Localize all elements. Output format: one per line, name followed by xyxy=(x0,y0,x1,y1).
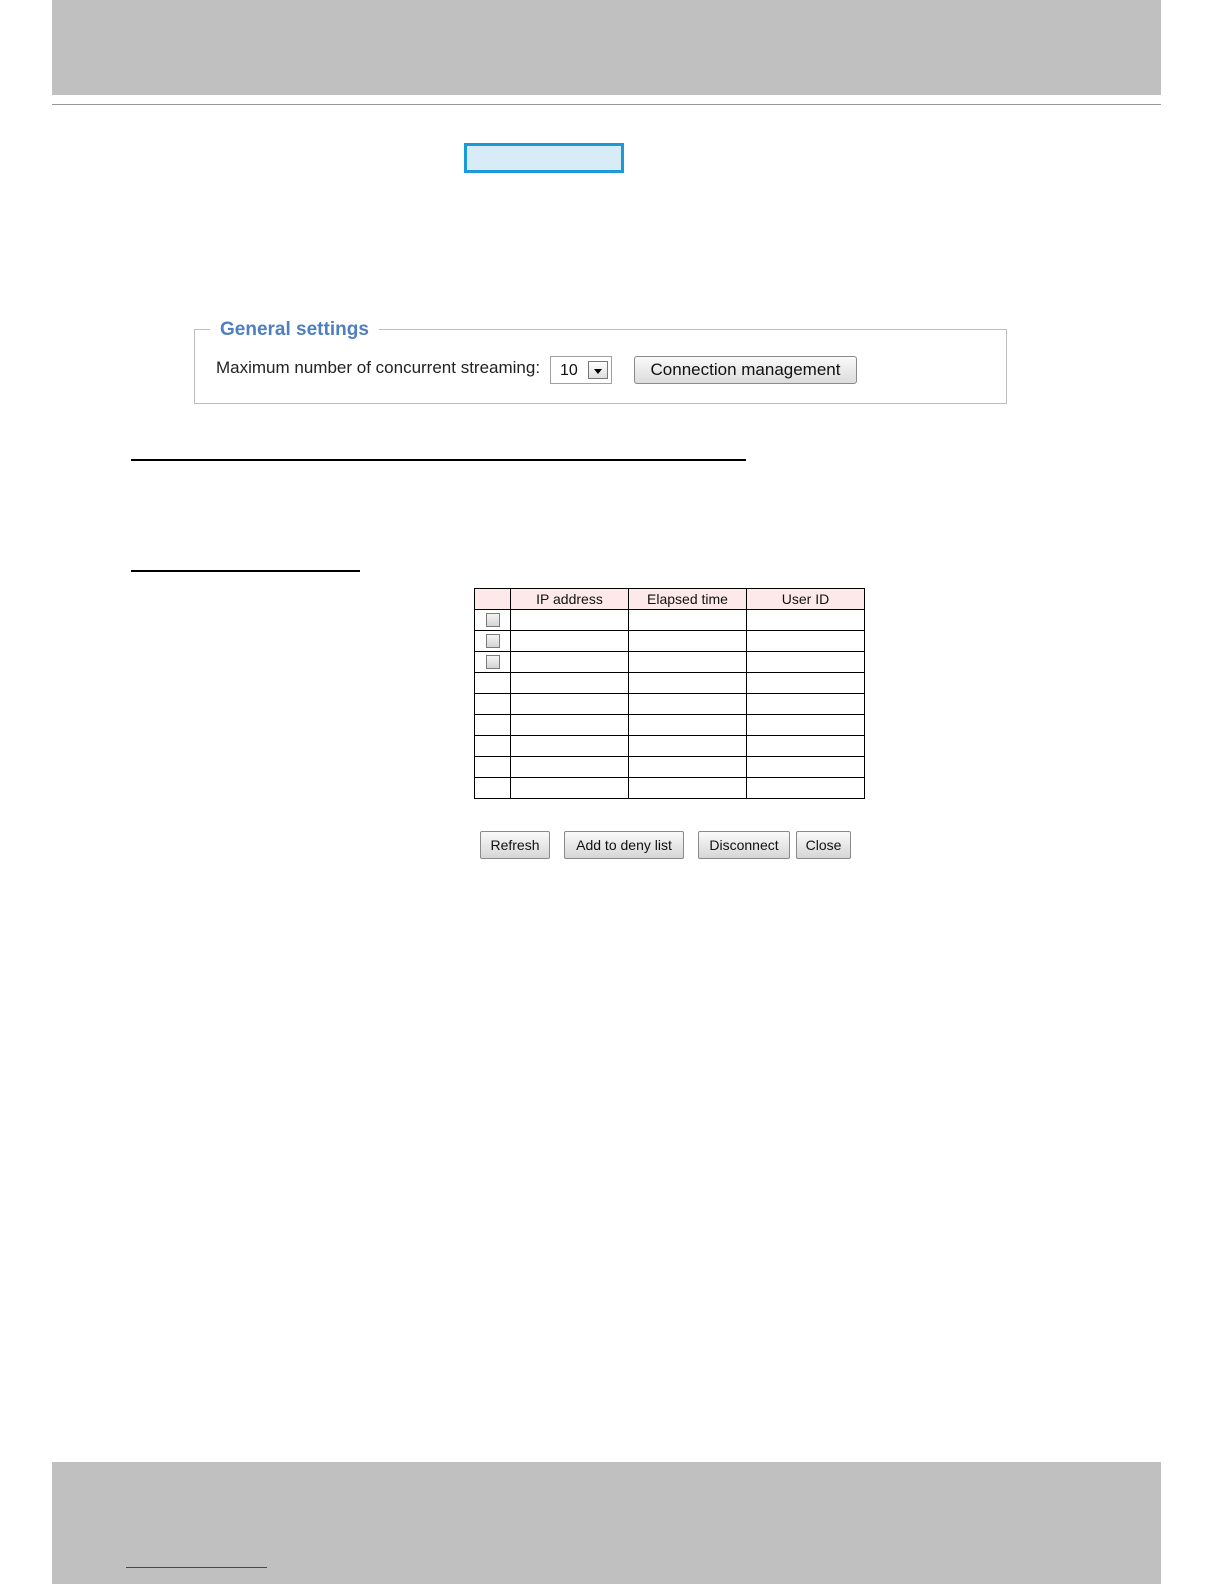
user-id-cell xyxy=(747,631,865,652)
elapsed-time-cell xyxy=(629,631,747,652)
select-cell xyxy=(475,694,511,715)
add-to-deny-list-button[interactable]: Add to deny list xyxy=(564,831,684,859)
highlighted-button-placeholder xyxy=(464,143,624,173)
select-cell xyxy=(475,757,511,778)
ip-address-cell xyxy=(511,673,629,694)
ip-address-cell xyxy=(511,736,629,757)
elapsed-time-cell xyxy=(629,652,747,673)
ip-address-cell xyxy=(511,610,629,631)
table-row xyxy=(475,694,865,715)
header-user-id: User ID xyxy=(747,589,865,610)
disconnect-button[interactable]: Disconnect xyxy=(698,831,790,859)
table-row xyxy=(475,610,865,631)
select-cell xyxy=(475,652,511,673)
user-id-cell xyxy=(747,610,865,631)
user-id-cell xyxy=(747,757,865,778)
row-checkbox[interactable] xyxy=(486,634,500,648)
ip-address-cell xyxy=(511,694,629,715)
ip-address-cell xyxy=(511,631,629,652)
user-id-cell xyxy=(747,715,865,736)
user-id-cell xyxy=(747,652,865,673)
user-id-cell xyxy=(747,673,865,694)
table-row xyxy=(475,757,865,778)
chevron-down-icon[interactable] xyxy=(588,361,608,379)
table-row xyxy=(475,652,865,673)
max-streaming-label: Maximum number of concurrent streaming: xyxy=(216,358,541,377)
table-row xyxy=(475,778,865,799)
ip-address-cell xyxy=(511,715,629,736)
table-header-row xyxy=(475,589,865,610)
elapsed-time-cell xyxy=(629,778,747,799)
table-row xyxy=(475,715,865,736)
select-cell xyxy=(475,673,511,694)
max-streaming-value: 10 xyxy=(560,362,578,379)
heading-underline-1 xyxy=(131,459,746,461)
select-cell xyxy=(475,778,511,799)
general-settings-legend: General settings xyxy=(210,318,379,342)
connection-list-table xyxy=(474,588,865,799)
row-checkbox[interactable] xyxy=(486,655,500,669)
select-cell xyxy=(475,631,511,652)
footer-link-underline[interactable] xyxy=(126,1567,267,1568)
ip-address-cell xyxy=(511,778,629,799)
user-id-cell xyxy=(747,736,865,757)
row-checkbox[interactable] xyxy=(486,613,500,627)
ip-address-cell xyxy=(511,652,629,673)
table-row xyxy=(475,736,865,757)
header-ip-address: IP address xyxy=(511,589,629,610)
header-divider xyxy=(52,104,1161,105)
table-row xyxy=(475,631,865,652)
select-cell xyxy=(475,715,511,736)
elapsed-time-cell xyxy=(629,610,747,631)
elapsed-time-cell xyxy=(629,694,747,715)
elapsed-time-cell xyxy=(629,673,747,694)
table-row xyxy=(475,673,865,694)
user-id-cell xyxy=(747,778,865,799)
elapsed-time-cell xyxy=(629,715,747,736)
user-id-cell xyxy=(747,694,865,715)
elapsed-time-cell xyxy=(629,736,747,757)
ip-address-cell xyxy=(511,757,629,778)
max-streaming-select[interactable] xyxy=(550,356,612,384)
select-cell xyxy=(475,736,511,757)
header-select xyxy=(475,589,511,610)
connection-management-button[interactable]: Connection management xyxy=(634,356,857,384)
refresh-button[interactable]: Refresh xyxy=(480,831,550,859)
page-header-band xyxy=(52,0,1161,95)
close-button[interactable]: Close xyxy=(796,831,851,859)
select-cell xyxy=(475,610,511,631)
elapsed-time-cell xyxy=(629,757,747,778)
header-elapsed-time: Elapsed time xyxy=(629,589,747,610)
page-footer-band xyxy=(52,1462,1161,1584)
heading-underline-2 xyxy=(131,570,360,572)
